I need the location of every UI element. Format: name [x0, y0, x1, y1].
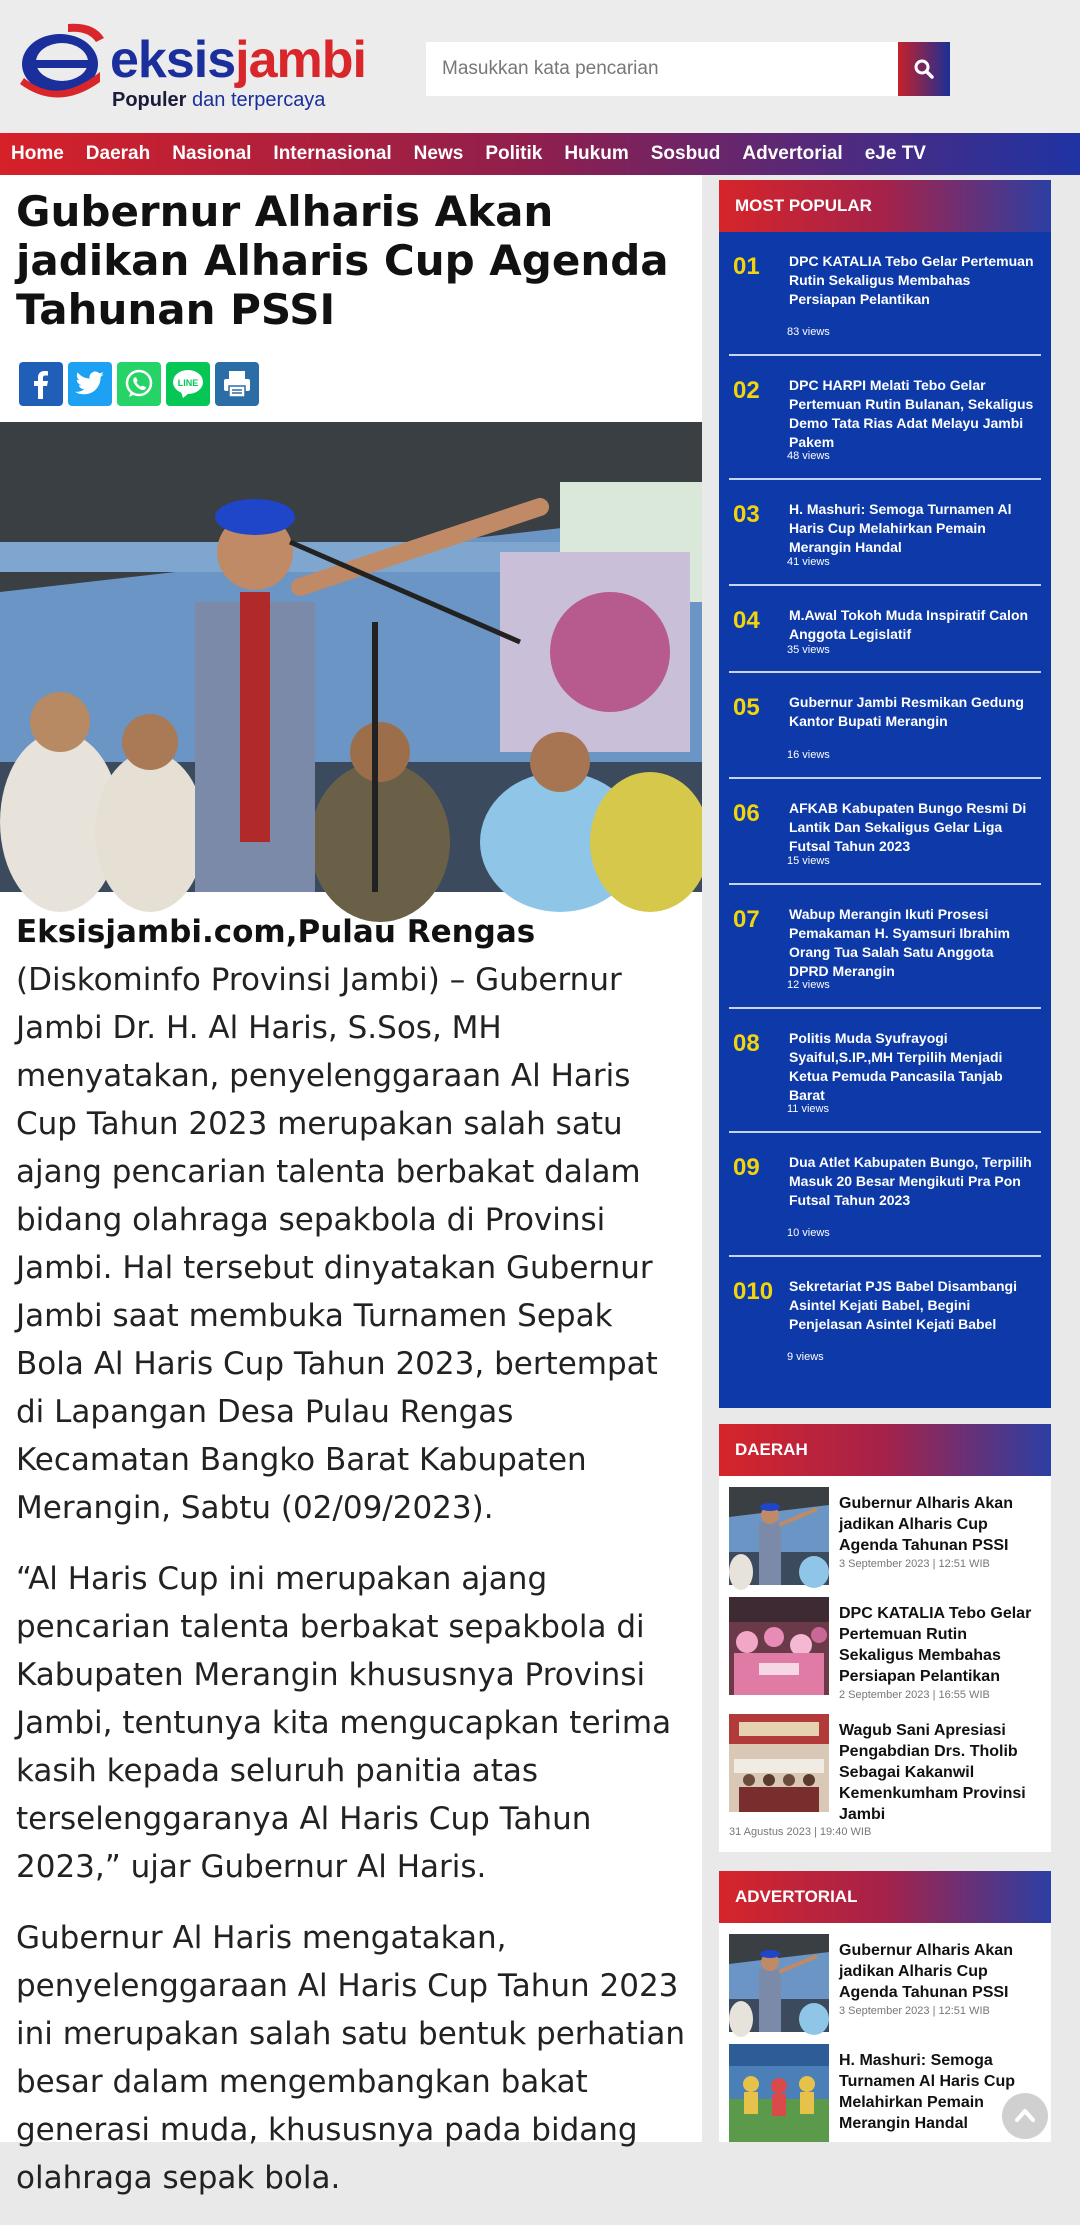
news-title[interactable]: H. Mashuri: Semoga Turnamen Al Haris Cup Melahirkan Pemain Merangin Handal [839, 2052, 1016, 2132]
popular-rank: 04 [733, 607, 760, 634]
nav-hukum[interactable]: Hukum [564, 143, 629, 164]
popular-views: 9 views [787, 1351, 824, 1363]
advertorial-news-item[interactable] [729, 1934, 1041, 2044]
popular-item[interactable] [729, 1257, 1041, 1381]
news-thumbnail[interactable] [729, 1487, 829, 1585]
popular-views: 48 views [787, 450, 830, 462]
popular-title[interactable]: Sekretariat PJS Babel Disambangi Asintel Kejati Babel, Begini Penjelasan Asintel Kejati Babel [789, 1278, 1017, 1332]
popular-views: 41 views [787, 556, 830, 568]
popular-title[interactable]: H. Mashuri: Semoga Turnamen Al Haris Cup Melahirkan Pemain Merangin Handal [789, 501, 1012, 555]
article-paragraph-2: “Al Haris Cup ini merupakan ajang pencarian talenta berbakat sepakbola di Kabupaten Merangin khususnya Provinsi Jambi, tentunya kita mengucapkan terima kasih kepada seluruh panitia atas terselenggaranya Al Haris Cup Tahun 2023,” ujar Gubernur Al Haris. [16, 1561, 672, 1885]
tagline-rest: dan terpercaya [192, 89, 326, 111]
nav-news[interactable]: News [413, 143, 464, 164]
popular-rank: 07 [733, 906, 760, 933]
nav-nasional[interactable]: Nasional [172, 143, 252, 164]
most-popular-box [719, 180, 1051, 1408]
popular-title[interactable]: Wabup Merangin Ikuti Prosesi Pemakaman H. Syamsuri Ibrahim Orang Tua Salah Satu Anggota DPRD Merangin [789, 906, 1010, 979]
nav-eje-tv[interactable]: eJe TV [864, 143, 926, 164]
news-title[interactable]: Gubernur Alharis Akan jadikan Alharis Cup Agenda Tahunan PSSI [839, 1495, 1013, 1554]
article-body [16, 908, 688, 2225]
share-bar [19, 362, 259, 406]
twitter-share-button[interactable] [68, 362, 112, 406]
search-button[interactable] [898, 42, 950, 96]
article-paragraph-3: Gubernur Al Haris mengatakan, penyelenggaraan Al Haris Cup Tahun 2023 ini merupakan salah satu bentuk perhatian besar dalam mengembangkan bakat generasi muda, khususnya pada bidang olahraga sepak bola. [16, 1920, 686, 2196]
popular-item[interactable] [729, 232, 1041, 356]
news-title[interactable]: DPC KATALIA Tebo Gelar Pertemuan Rutin Sekaligus Membahas Persiapan Pelantikan [839, 1605, 1032, 1685]
news-date: 3 September 2023 | 12:51 WIB [839, 1558, 990, 1570]
popular-title[interactable]: Gubernur Jambi Resmikan Gedung Kantor Bupati Merangin [789, 694, 1024, 729]
popular-rank: 09 [733, 1154, 760, 1181]
search-icon [914, 59, 934, 79]
popular-rank: 06 [733, 800, 760, 827]
whatsapp-share-button[interactable] [117, 362, 161, 406]
popular-title[interactable]: Politis Muda Syufrayogi Syaiful,S.IP.,MH Terpilih Menjadi Ketua Pemuda Pancasila Tanjab Barat [789, 1030, 1003, 1103]
tagline-bold: Populer [112, 89, 187, 111]
logo-tagline [112, 90, 325, 110]
search-input[interactable] [426, 42, 898, 96]
news-thumbnail[interactable] [729, 1597, 829, 1695]
article-paragraph-1 [16, 908, 688, 1532]
line-share-button[interactable] [166, 362, 210, 406]
popular-title[interactable]: DPC KATALIA Tebo Gelar Pertemuan Rutin Sekaligus Membahas Persiapan Pelantikan [789, 253, 1034, 307]
nav-advertorial[interactable]: Advertorial [742, 143, 843, 164]
advertorial-heading: ADVERTORIAL [719, 1871, 1051, 1923]
logo-part-2: jambi [235, 31, 366, 89]
popular-rank: 01 [733, 253, 760, 280]
nav-internasional[interactable]: Internasional [273, 143, 392, 164]
logo-wordmark [110, 31, 366, 89]
article-dateline: Eksisjambi.com,Pulau Rengas [16, 914, 536, 950]
popular-views: 10 views [787, 1227, 830, 1239]
news-date: 2 September 2023 | 16:55 WIB [839, 1689, 990, 1701]
svg-text:LINE: LINE [177, 378, 199, 388]
popular-views: 35 views [787, 644, 830, 656]
popular-title[interactable]: M.Awal Tokoh Muda Inspiratif Calon Anggota Legislatif [789, 607, 1029, 642]
daerah-news-item[interactable] [729, 1487, 1041, 1597]
popular-rank: 08 [733, 1030, 760, 1057]
article [0, 175, 702, 2196]
popular-views: 16 views [787, 749, 830, 761]
nav-home[interactable]: Home [11, 143, 64, 164]
facebook-share-button[interactable] [19, 362, 63, 406]
chevron-up-icon [1014, 2105, 1036, 2127]
daerah-box [719, 1424, 1051, 1852]
most-popular-list [729, 232, 1041, 1381]
news-thumbnail[interactable] [729, 2044, 829, 2142]
site-header [0, 0, 1080, 133]
daerah-news-item[interactable] [729, 1714, 1041, 1838]
search-bar [426, 42, 950, 96]
nav-politik[interactable]: Politik [485, 143, 543, 164]
popular-rank: 03 [733, 501, 760, 528]
popular-rank: 05 [733, 694, 760, 721]
whatsapp-icon [123, 368, 155, 400]
article-paragraph-1-text: (Diskominfo Provinsi Jambi) – Gubernur Jambi Dr. H. Al Haris, S.Sos, MH menyatakan, penyelenggaraan Al Haris Cup Tahun 2023 merupakan salah satu ajang pencarian talenta berbakat dalam bidang olahraga sepakbola di Provinsi Jambi. Hal tersebut dinyatakan Gubernur Jambi saat membuka Turnamen Sepak Bola Al Haris Cup Tahun 2023, bertempat di Lapangan Desa Pulau Rengas Kecamatan Bangko Barat Kabupaten Merangin, Sabtu (02/09/2023). [16, 962, 658, 1526]
line-icon [171, 368, 205, 400]
news-date: 3 September 2023 | 12:51 WIB [839, 2005, 990, 2017]
news-thumbnail[interactable] [729, 1714, 829, 1812]
hero-photo [0, 422, 702, 892]
popular-title[interactable]: Dua Atlet Kabupaten Bungo, Terpilih Masuk 20 Besar Mengikuti Pra Pon Futsal Tahun 2023 [789, 1154, 1032, 1208]
site-logo[interactable] [18, 20, 366, 115]
advertorial-box [719, 1871, 1051, 2142]
popular-views: 11 views [787, 1103, 829, 1115]
back-to-top-button[interactable] [1002, 2093, 1048, 2139]
popular-title[interactable]: DPC HARPI Melati Tebo Gelar Pertemuan Rutin Bulanan, Sekaligus Demo Tata Rias Adat Melayu Jambi Pakem [789, 377, 1034, 450]
popular-item[interactable] [729, 1133, 1041, 1257]
main-nav [0, 133, 1080, 175]
nav-daerah[interactable]: Daerah [85, 143, 151, 164]
news-thumbnail[interactable] [729, 1934, 829, 2032]
popular-item[interactable] [729, 673, 1041, 779]
logo-e-mark-icon [18, 20, 106, 98]
popular-rank: 010 [733, 1278, 774, 1305]
print-icon [221, 368, 253, 400]
nav-sosbud[interactable]: Sosbud [650, 143, 721, 164]
popular-item[interactable] [729, 356, 1041, 480]
news-title[interactable]: Wagub Sani Apresiasi Pengabdian Drs. Tholib Sebagai Kakanwil Kemenkumham Provinsi Jambi [839, 1722, 1026, 1823]
popular-item[interactable] [729, 1009, 1041, 1133]
popular-item[interactable] [729, 586, 1041, 673]
facebook-icon [28, 369, 54, 399]
most-popular-heading: MOST POPULAR [719, 180, 1051, 232]
popular-title[interactable]: AFKAB Kabupaten Bungo Resmi Di Lantik Dan Sekaligus Gelar Liga Futsal Tahun 2023 [789, 800, 1027, 854]
advertorial-news-item[interactable] [729, 2044, 1041, 2142]
popular-views: 15 views [787, 855, 830, 867]
daerah-heading: DAERAH [719, 1424, 1051, 1476]
popular-views: 12 views [787, 979, 830, 991]
popular-item[interactable] [729, 480, 1041, 586]
daerah-news-item[interactable] [729, 1597, 1041, 1707]
print-button[interactable] [215, 362, 259, 406]
twitter-icon [75, 371, 105, 397]
popular-rank: 02 [733, 377, 760, 404]
popular-views: 83 views [787, 326, 830, 338]
popular-item[interactable] [729, 779, 1041, 885]
news-date: 31 Agustus 2023 | 19:40 WIB [729, 1826, 872, 1838]
article-hero-image [0, 422, 702, 892]
sidebar [702, 175, 1080, 2142]
news-title[interactable]: Gubernur Alharis Akan jadikan Alharis Cup Agenda Tahunan PSSI [839, 1942, 1013, 2001]
article-title: Gubernur Alharis Akan jadikan Alharis Cup Agenda Tahunan PSSI [16, 187, 669, 334]
popular-item[interactable] [729, 885, 1041, 1009]
logo-part-1: eksis [110, 31, 236, 89]
